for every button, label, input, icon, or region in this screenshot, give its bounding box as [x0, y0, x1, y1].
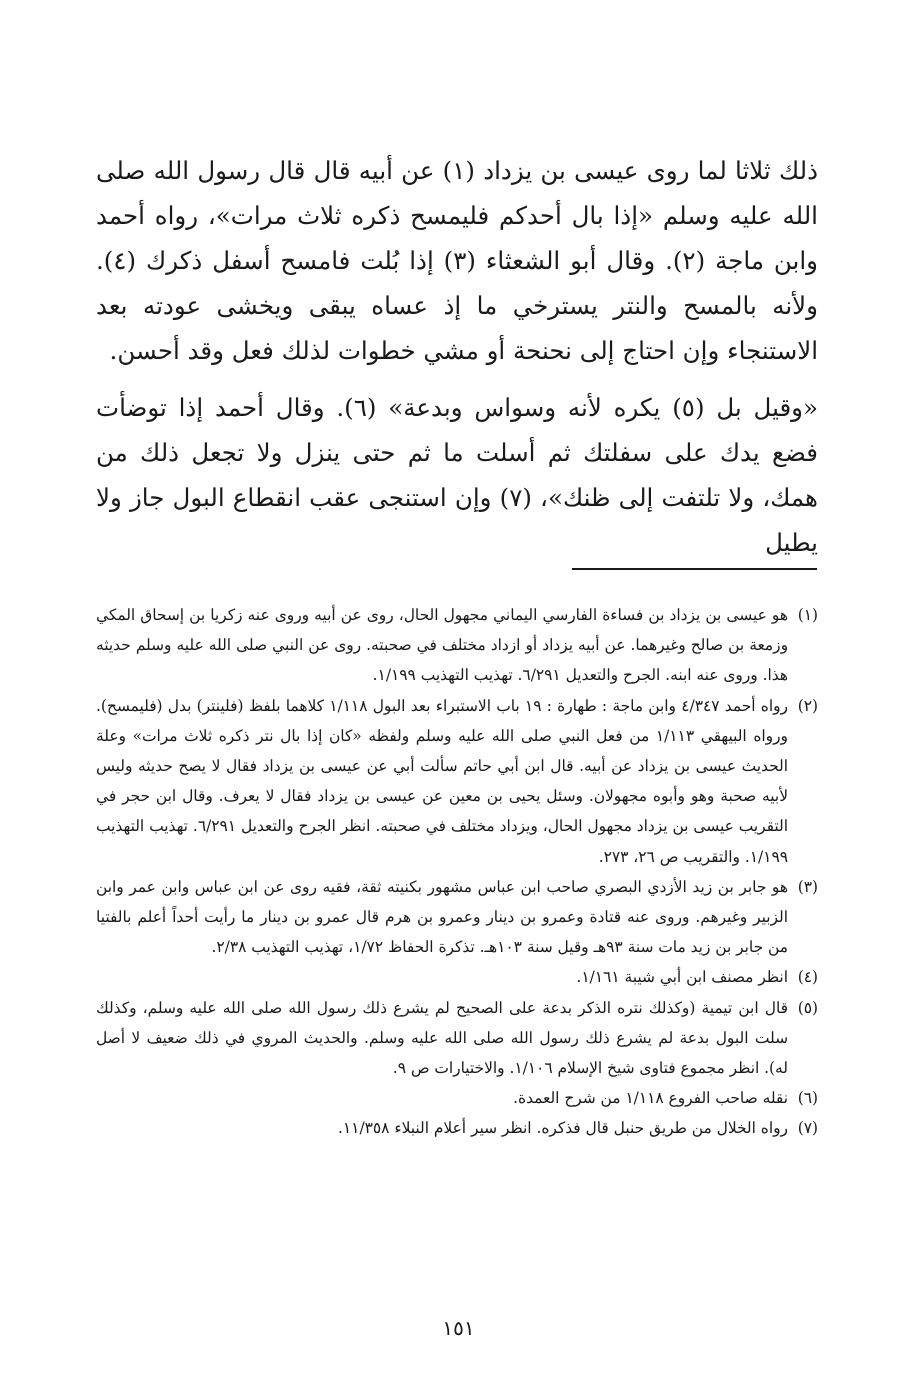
footnote — [96, 1113, 818, 1143]
footnote-number: (١) — [797, 606, 818, 624]
footnote-separator — [572, 568, 817, 570]
page-number: ١٥١ — [442, 1316, 475, 1340]
footnote-text: قال ابن تيمية (وكذلك نتره الذكر بدعة على الصحيح لم يشرع ذلك رسول الله صلى الله عليه وسلم، وكذلك سلت البول بدعة لم يشرع ذلك رسول الله صلى الله عليه وسلم. والحديث المروي في ذلك ضعيف لا أصل له). انظر مجموع فتاوى شيخ الإسلام ١/١٠٦. والاختيارات ص ٩. — [96, 998, 788, 1078]
footnote-text: هو جابر بن زيد الأزدي البصري صاحب ابن عباس مشهور بكنيته ثقة، فقيه روى عن ابن عباس وابن عمر وابن الزبير وغيرهم. وروى عنه قتادة وعمرو بن دينار وعمرو بن هرم قال عمرو بن دينار ما رأيت أحداً أعلم بالفتيا من جابر بن زيد مات سنة ٩٣هـ وقيل سنة ١٠٣هـ. تذكرة الحفاظ ١/٧٢، تهذيب التهذيب ٢/٣٨. — [96, 877, 788, 957]
footnotes — [96, 600, 818, 1144]
footnote — [96, 993, 818, 1084]
footnote — [96, 962, 818, 992]
paragraph: «وقيل بل (٥) يكره لأنه وسواس وبدعة» (٦). وقال أحمد إذا توضأت فضع يدك على سفلتك ثم أسلت ما ثم حتى ينزل ولا تجعل ذلك من همك، ولا تلتفت إلى ظنك»، (٧) وإن استنجى عقب انقطاع البول جاز ولا يطيل — [96, 393, 818, 557]
footnote — [96, 691, 818, 872]
footnote-text: انظر مصنف ابن أبي شيبة ١/١٦١. — [576, 968, 788, 987]
footnote — [96, 872, 818, 963]
footnote-number: (٢) — [797, 696, 818, 715]
footnote-text: رواه أحمد ٤/٣٤٧ وابن ماجة : طهارة : ١٩ باب الاستبراء بعد البول ١/١١٨ كلاهما بلفظ (فلينتر) بدل (فليمسح). ورواه البيهقي ١/١١٣ من فعل النبي صلى الله عليه وسلم ولفظه «كان إذا بال نتر ذكره ثلاث مرات» وعلة الحديث عيسى بن يزداد عن أبيه. قال ابن أبي حاتم سألت أبي عن عيسى بن يزداد فقال لا يصح حديثه وليس لأبيه صحبة وهو وأبوه مجهولان. وسئل يحيى بن معين عن عيسى بن يزداد فقال لا يعرف. وقال ابن حجر في التقريب عيسى بن يزداد مجهول الحال، ويزداد مختلف في صحبته. انظر الجرح والتعديل ٦/٢٩١. تهذيب التهذيب ١/١٩٩. والتقريب ص ٢٦، ٢٧٣. — [96, 696, 788, 866]
footnote-number: (٧) — [797, 1119, 818, 1138]
footnote — [96, 600, 818, 691]
main-text — [96, 148, 818, 565]
footnote-number: (٦) — [797, 1089, 818, 1108]
footnote-number: (٥) — [797, 998, 818, 1017]
footnote-text: هو عيسى بن يزداد بن فساءة الفارسي اليماني مجهول الحال، روى عن أبيه وروى عنه زكريا بن إسحاق المكي وزمعة بن صالح وغيرهما. عن أبيه يزداد أو ازداد مختلف في صحبته. روى عن النبي صلى الله عليه وسلم حديثه هذا. وروى عنه ابنه. الجرح والتعديل ٦/٢٩١. تهذيب التهذيب ١/١٩٩. — [96, 606, 788, 685]
footnote-text: نقله صاحب الفروع ١/١١٨ من شرح العمدة. — [513, 1089, 788, 1108]
footnote-number: (٤) — [797, 968, 818, 987]
footnote-text: رواه الخلال من طريق حنبل قال فذكره. انظر سير أعلام النبلاء ١١/٣٥٨. — [338, 1119, 788, 1138]
footnote — [96, 1083, 818, 1113]
footnote-number: (٣) — [797, 877, 818, 896]
paragraph: ذلك ثلاثا لما روى عيسى بن يزداد (١) عن أبيه قال قال رسول الله صلى الله عليه وسلم «إذا بال أحدكم فليمسح ذكره ثلاث مرات»، رواه أحمد وابن ماجة (٢). وقال أبو الشعثاء (٣) إذا بُلت فامسح أسفل ذكرك (٤). ولأنه بالمسح والنتر يسترخي ما إذ عساه يبقى ويخشى عودته بعد الاستنجاء وإن احتاج إلى نحنحة أو مشي خطوات لذلك فعل وقد أحسن. — [96, 156, 818, 365]
